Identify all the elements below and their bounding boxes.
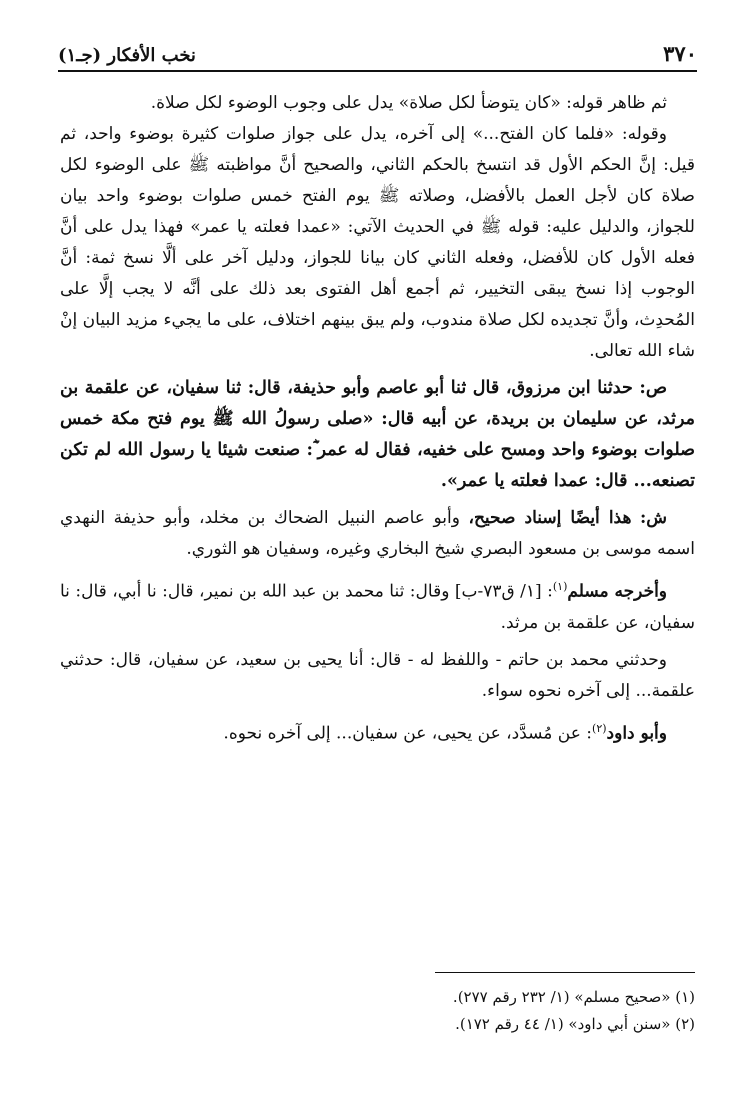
sharh-bold-text: هذا أيضًا إسناد صحيح،: [468, 508, 632, 528]
sharh-paragraph: [60, 503, 695, 565]
muslim-bold-text: وأخرجه مسلم: [567, 581, 668, 602]
sharh-text: وأبو عاصم النبيل الضحاك بن مخلد، وأبو حذيفة النهدي اسمه موسى بن مسعود البصري شيخ البخاري وغيره، وسفيان هو الثوري.: [60, 508, 695, 559]
running-header: [58, 28, 697, 72]
hadith-matn-paragraph: [60, 373, 695, 497]
hatim-text: وحدثني محمد بن حاتم - واللفظ له - قال: أنا يحيى بن سعيد، عن سفيان، قال: حدثني علقمة... إلى آخره نحوه سواء.: [60, 649, 695, 701]
matn-text: حدثنا ابن مرزوق، قال ثنا أبو عاصم وأبو حذيفة، قال: ثنا سفيان، عن علقمة بن مرثد، عن سليمان بن بريدة، عن أبيه قال: «صلى رسولُ الله ﷺ يوم فتح مكة خمس صلوات بوضوء واحد ومسح على خفيه، فقال له عمر ؓ: صنعت شيئا يا رسول الله لم تكن تصنعه... قال: عمدا فعلته يا عمر».: [60, 378, 695, 491]
paragraph-2-text: وقوله: «فلما كان الفتح...» إلى آخره، يدل على جواز صلوات كثيرة بوضوء واحد، ثم قيل: إنَّ الحكم الأول قد انتسخ بالحكم الثاني، والصحيح أنَّ مواظبته ﷺ على الوضوء لكل صلاة كان لأجل العمل بالأفضل، وصلاته ﷺ يوم الفتح خمس صلوات بوضوء واحد بيان للجواز، والدليل عليه: قوله ﷺ في الحديث الآتي: «عمدا فعلته يا عمر» فهذا يدل على أنَّ فعله الأول كان للأفضل، وفعله الثاني كان بيانا للجواز، ودليل آخر على ألَّا نسخ ثمة: أنَّ الوجوب إذا نسخ يبقى التخيير، ثم أجمع أهل الفتوى بعد ذلك على أنَّه لا يجب إلَّا على المُحدِث، وأنَّ تجديده لكل صلاة مندوب، ولم يبق بينهم اختلاف، على ما يجيء مزيد البيان إنْ شاء الله تعالى.: [60, 124, 695, 361]
sharh-label: ش:: [639, 508, 667, 528]
main-text: [60, 88, 695, 749]
footnote-2: (٢) «سنن أبي داود» (١/ ٤٤ رقم ١٧٢).: [455, 1015, 695, 1033]
muslim-text: : [١/ ق٧٣-ب] وقال: ثنا محمد بن عبد الله بن نمير، قال: نا أبي، قال: نا سفيان، عن علقمة بن مرثد.: [60, 581, 695, 633]
abu-dawud-text: : عن مُسدَّد، عن يحيى، عن سفيان... إلى آخره نحوه.: [223, 723, 593, 744]
page-number: ٣٧٠: [663, 41, 697, 66]
footnote-divider: [435, 972, 695, 973]
footnotes: [60, 984, 695, 1038]
book-title: نخب الأفكار (جـ١): [58, 45, 196, 66]
paragraph-2: [60, 119, 695, 367]
footnote-ref-2: (٢): [592, 721, 607, 735]
footnote-ref-1: (١): [552, 580, 568, 593]
muslim-paragraph: [60, 571, 695, 639]
paragraph-1-text: ثم ظاهر قوله: «كان يتوضأ لكل صلاة» يدل على وجوب الوضوء لكل صلاة.: [150, 93, 667, 113]
abu-dawud-bold-text: وأبو داود: [606, 723, 667, 744]
abu-dawud-paragraph: [60, 713, 695, 750]
footnote-1: (١) «صحيح مسلم» (١/ ٢٣٢ رقم ٢٧٧).: [452, 988, 695, 1006]
hatim-paragraph: [60, 645, 695, 707]
paragraph-1: [60, 88, 695, 119]
matn-label: ص:: [639, 378, 668, 398]
